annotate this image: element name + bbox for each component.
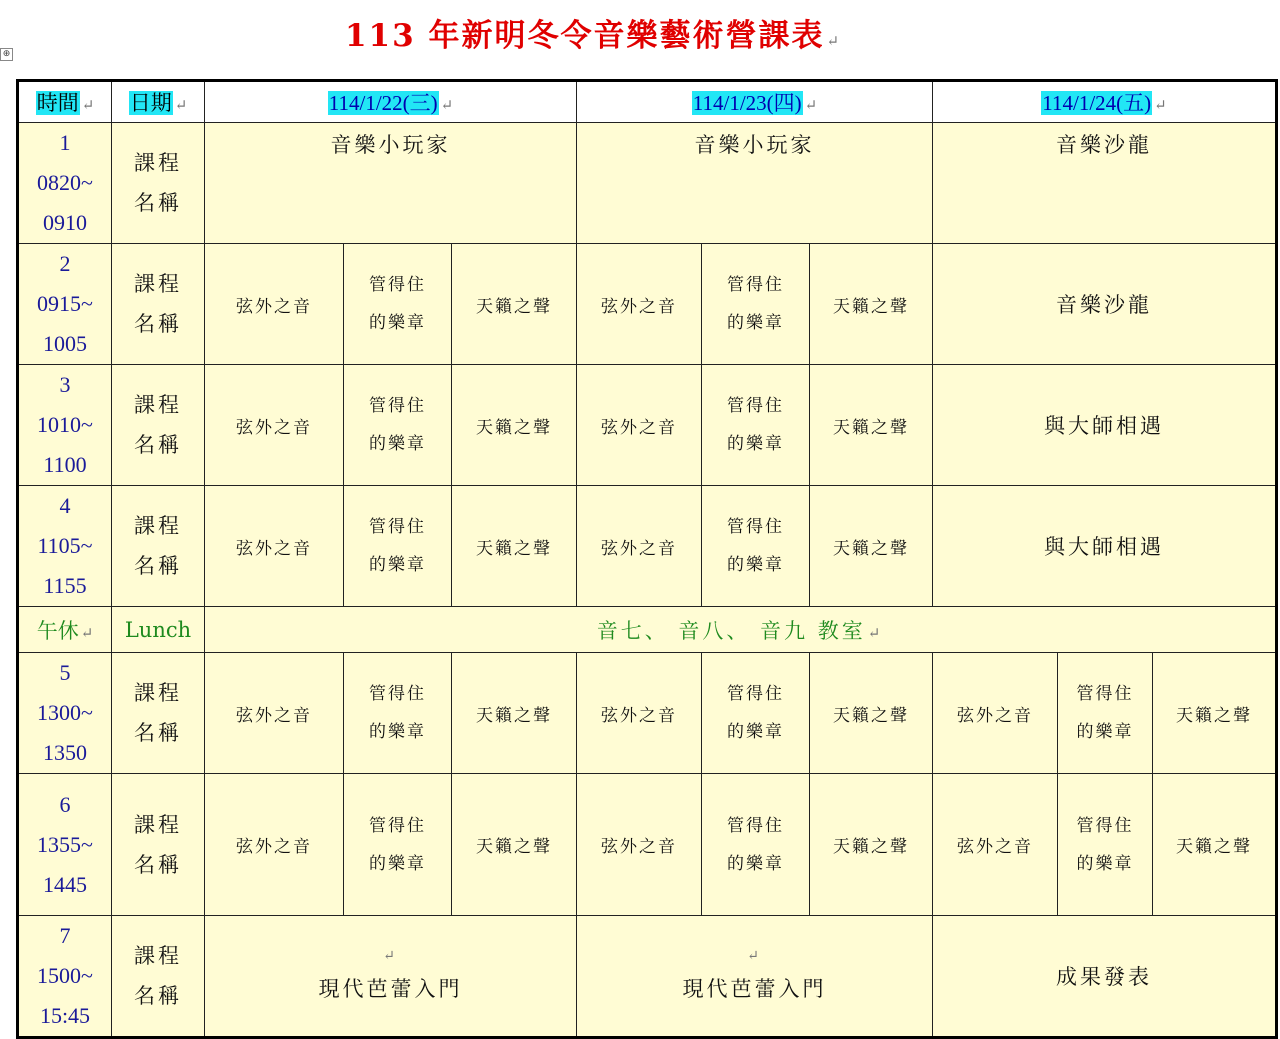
course-cell: 音樂小玩家 <box>205 123 577 244</box>
course-cell: 天籟之聲 <box>810 653 933 774</box>
period-row-1 <box>18 123 1277 244</box>
course-cell: 管得住 的樂章 <box>344 365 452 486</box>
header-time: 時間 ↵ <box>18 81 112 123</box>
course-cell: 管得住 的樂章 <box>702 653 810 774</box>
course-cell: 音樂小玩家 <box>577 123 933 244</box>
lunch-label: 午休 ↵ <box>18 607 112 653</box>
course-cell: 弦外之音 <box>933 774 1058 916</box>
course-cell: 弦外之音 <box>577 774 702 916</box>
course-cell: ↵ 現代芭蕾入門 <box>205 916 577 1038</box>
period-time: 6 1355~ 1445 <box>18 774 112 916</box>
course-cell: 弦外之音 <box>577 244 702 365</box>
course-cell: 天籟之聲 <box>1153 774 1277 916</box>
course-cell: 天籟之聲 <box>452 244 577 365</box>
course-cell: 弦外之音 <box>577 653 702 774</box>
period-row-4 <box>18 486 1277 607</box>
course-cell: 天籟之聲 <box>452 365 577 486</box>
schedule-table <box>16 79 1278 1039</box>
period-time: 7 1500~ 15:45 <box>18 916 112 1038</box>
course-name-label: 課程 名稱 <box>112 486 205 607</box>
course-cell: 天籟之聲 <box>452 653 577 774</box>
page-title: 113 年新明冬令音樂藝術營課表 ↵ <box>344 18 842 54</box>
period-time: 3 1010~ 1100 <box>18 365 112 486</box>
course-name-label: 課程 名稱 <box>112 916 205 1038</box>
course-cell: ↵ 現代芭蕾入門 <box>577 916 933 1038</box>
course-cell: 管得住 的樂章 <box>344 244 452 365</box>
course-cell: 弦外之音 <box>205 244 344 365</box>
course-cell: 弦外之音 <box>577 486 702 607</box>
course-cell: 管得住 的樂章 <box>702 486 810 607</box>
course-cell: 成果發表 <box>933 916 1277 1038</box>
header-day-1: 114/1/22(三) ↵ <box>205 81 577 123</box>
course-name-label: 課程 名稱 <box>112 653 205 774</box>
header-day-2: 114/1/23(四) ↵ <box>577 81 933 123</box>
course-cell: 天籟之聲 <box>452 774 577 916</box>
course-cell: 管得住 的樂章 <box>344 486 452 607</box>
period-time: 4 1105~ 1155 <box>18 486 112 607</box>
course-cell: 管得住 的樂章 <box>702 244 810 365</box>
course-cell: 管得住 的樂章 <box>1058 774 1153 916</box>
header-row <box>18 81 1277 123</box>
header-day-3: 114/1/24(五) ↵ <box>933 81 1277 123</box>
period-row-6 <box>18 774 1277 916</box>
course-cell: 弦外之音 <box>205 774 344 916</box>
course-cell: 天籟之聲 <box>810 365 933 486</box>
course-name-label: 課程 名稱 <box>112 365 205 486</box>
lunch-label-en: Lunch <box>112 607 205 653</box>
period-row-7 <box>18 916 1277 1038</box>
period-row-5 <box>18 653 1277 774</box>
course-cell: 管得住 的樂章 <box>344 774 452 916</box>
period-time: 1 0820~ 0910 <box>18 123 112 244</box>
course-cell: 弦外之音 <box>205 653 344 774</box>
period-time: 5 1300~ 1350 <box>18 653 112 774</box>
period-row-2 <box>18 244 1277 365</box>
course-cell: 管得住 的樂章 <box>344 653 452 774</box>
lunch-location: 音七、 音八、 音九 教室 ↵ <box>205 607 1277 653</box>
period-time: 2 0915~ 1005 <box>18 244 112 365</box>
course-cell: 與大師相遇 <box>933 365 1277 486</box>
course-cell: 天籟之聲 <box>810 486 933 607</box>
course-cell: 音樂沙龍 <box>933 123 1277 244</box>
course-cell: 與大師相遇 <box>933 486 1277 607</box>
course-cell: 管得住 的樂章 <box>702 365 810 486</box>
course-cell: 天籟之聲 <box>810 774 933 916</box>
course-name-label: 課程 名稱 <box>112 123 205 244</box>
course-cell: 弦外之音 <box>205 365 344 486</box>
course-cell: 天籟之聲 <box>810 244 933 365</box>
lunch-row <box>18 607 1277 653</box>
course-cell: 管得住 的樂章 <box>1058 653 1153 774</box>
course-cell: 弦外之音 <box>205 486 344 607</box>
course-cell: 弦外之音 <box>933 653 1058 774</box>
course-cell: 音樂沙龍 <box>933 244 1277 365</box>
course-cell: 管得住 的樂章 <box>702 774 810 916</box>
course-cell: 弦外之音 <box>577 365 702 486</box>
course-cell: 天籟之聲 <box>1153 653 1277 774</box>
course-name-label: 課程 名稱 <box>112 774 205 916</box>
course-cell: 天籟之聲 <box>452 486 577 607</box>
course-name-label: 課程 名稱 <box>112 244 205 365</box>
period-row-3 <box>18 365 1277 486</box>
header-date: 日期 ↵ <box>112 81 205 123</box>
table-move-handle-icon[interactable]: ⊕ <box>0 48 13 61</box>
